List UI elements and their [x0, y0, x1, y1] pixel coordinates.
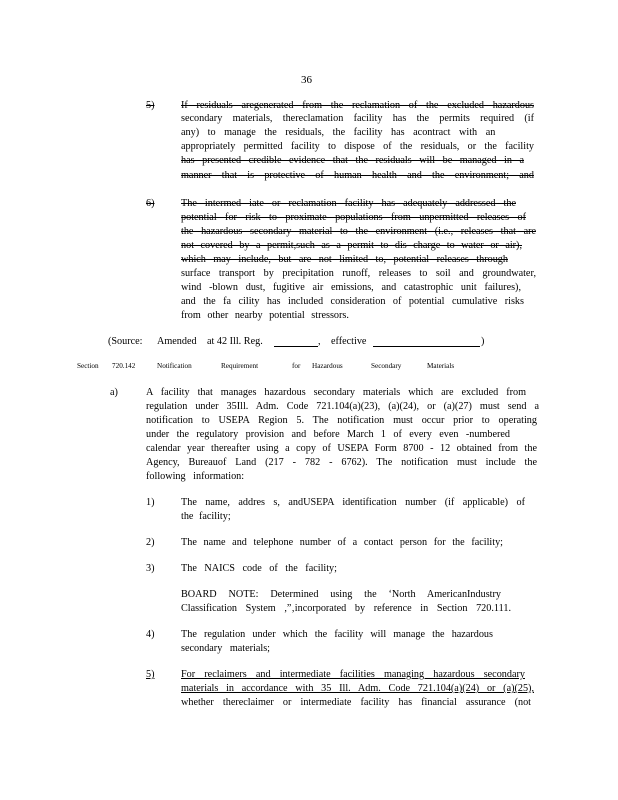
subitem-1-line: the facility; [181, 511, 231, 522]
subitem-3-line: The NAICS code of the facility; [181, 563, 337, 574]
text-line: regulation under 35Ill. Adm. Code 721.104(a)(23), (a)(24), or (a)(27) must send a [146, 401, 539, 412]
source-register: at 42 Ill. Reg. [207, 336, 263, 347]
text-line: notification to USEPA Region 5. The notification must occur prior to operating [146, 415, 537, 426]
text-line: A facility that manages hazardous secondary materials which are excluded from [146, 387, 526, 398]
subitem-5-line: For reclaimers and intermediate facilities managing hazardous secondary [181, 669, 525, 680]
source-effective: effective [331, 336, 367, 347]
subitem-5-line: materials in accordance with 35 Ill. Adm. Code 721.104(a)(24) or (a)(25), [181, 683, 534, 694]
para-a-label: a) [110, 387, 118, 398]
text-line: surface transport by precipitation runoff, releases to soil and groundwater, [181, 268, 536, 279]
source-comma: , [318, 336, 321, 347]
subitem-5-line: whether thereclaimer or intermediate facility has financial assurance (not [181, 697, 531, 708]
section-word: Hazardous [312, 362, 343, 370]
section-word: Requirement [221, 362, 259, 370]
section-word: Notification [157, 362, 192, 370]
text-line: under the regulatory provision and before March 1 of every even -numbered [146, 429, 510, 440]
item-5-number: 5) [146, 100, 155, 111]
subitem-5-number: 5) [146, 669, 155, 680]
text-line: and the fa cility has included consideration of potential cumulative risks [181, 296, 524, 307]
subitem-4-line: secondary materials; [181, 643, 271, 654]
subitem-4-number: 4) [146, 629, 155, 640]
text-line: the hazardous secondary material to the environment (i.e., releases that are [181, 226, 536, 237]
board-note-line: BOARD NOTE: Determined using the ‘North AmericanIndustry [181, 589, 501, 600]
section-word: Materials [427, 362, 455, 370]
page-number: 36 [301, 74, 312, 86]
text-line: appropriately permitted facility to dispose of the residuals, or the facility [181, 141, 534, 152]
section-label: Section [77, 362, 99, 370]
board-note-line: Classification System ,”‚incorporated by reference in Section 720.111. [181, 603, 511, 614]
text-line: manner that is protective of human health and the environment; and [181, 170, 534, 181]
source-close: ) [481, 336, 485, 347]
section-word: for [292, 362, 301, 370]
register-blank [274, 337, 318, 347]
subitem-3-number: 3) [146, 563, 155, 574]
subitem-2-line: The name and telephone number of a contact person for the facility; [181, 537, 503, 548]
text-line: The intermed iate or reclamation facility has adequately addressed the [181, 198, 516, 209]
text-line: which may include, but are not limited to, potential releases through [181, 254, 508, 265]
text-line: calendar year thereafter using a copy of USEPA Form 8700 - 12 obtained from the [146, 443, 537, 454]
section-word: Secondary [371, 362, 402, 370]
text-line: any) to manage the residuals, the facility has acontract with an [181, 127, 496, 138]
text-line: Agency, Bureauof Land (217 - 782 - 6762). The notification must include the [146, 457, 537, 468]
text-line: secondary materials, thereclamation facility has the permits required (if [181, 113, 534, 124]
text-line: If residuals aregenerated from the reclamation of the excluded hazardous [181, 100, 534, 111]
source-open: (Source: [108, 336, 143, 347]
section-number: 720.142 [112, 362, 136, 370]
source-amended: Amended [157, 336, 197, 347]
text-line: has presented credible evidence that the residuals will be managed in a [181, 155, 524, 166]
effective-date-blank [373, 337, 480, 347]
item-6-number: 6) [146, 198, 155, 209]
subitem-4-line: The regulation under which the facility will manage the hazardous [181, 629, 493, 640]
subitem-2-number: 2) [146, 537, 155, 548]
text-line: potential for risk to proximate populations from unpermitted releases of [181, 212, 526, 223]
subitem-1-line: The name, addres s, andUSEPA identification number (if applicable) of [181, 497, 525, 508]
text-line: following information: [146, 471, 245, 482]
subitem-1-number: 1) [146, 497, 155, 508]
text-line: not covered by a permit,such as a permit to dis charge to water or air), [181, 240, 522, 251]
text-line: wind -blown dust, fugitive air emissions, and catastrophic unit failures), [181, 282, 521, 293]
text-line: from other nearby potential stressors. [181, 310, 349, 321]
